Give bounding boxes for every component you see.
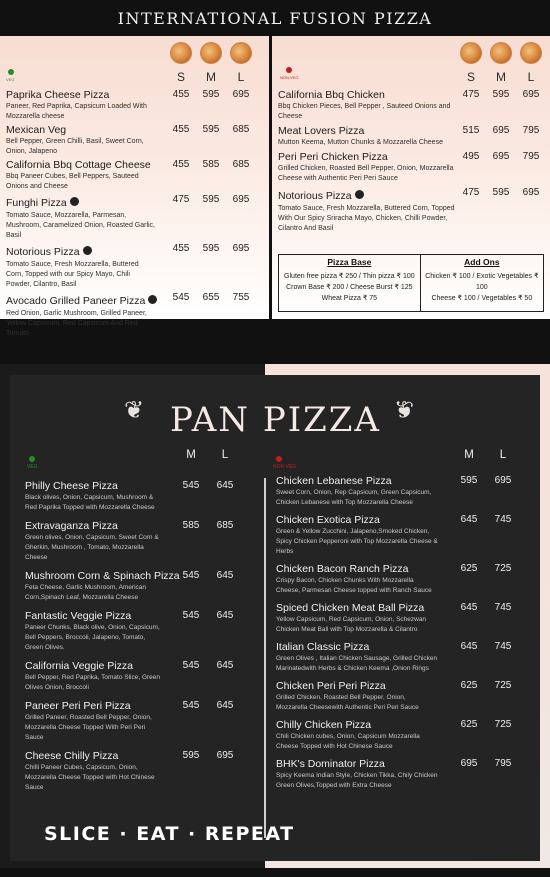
menu-item-description: Crispy Bacon, Chicken Chunks With Mozzarella Cheese, Parmesan Cheese topped with Ranch Sauce [276, 577, 432, 594]
price: 695 [522, 187, 540, 198]
menu-item-prices [456, 187, 546, 198]
menu-item-name: Philly Cheese Pizza [25, 480, 118, 492]
menu-item [276, 640, 526, 674]
pizza-size-icons [460, 42, 550, 64]
price: 695 [232, 194, 250, 205]
menu-item-description: Paneer Chunks, Black olive, Onion, Capsicum, Bell Peppers, Broccoli, Jalapeno, Tomato, Green Olives. [25, 624, 160, 651]
pan-nonveg-list [276, 474, 526, 796]
pizza-base-title: Pizza Base [327, 257, 372, 267]
menu-item-prices [456, 151, 546, 162]
menu-item-name: Mexican Veg [6, 124, 67, 136]
price: 725 [494, 680, 512, 691]
menu-item [278, 124, 544, 148]
menu-item-description: Black olives, Onion, Capsicum, Mushroom & Red Paprika Topped with Mozzarella Cheese [25, 494, 155, 511]
menu-item-description: Grilled Chicken, Roasted Bell Pepper, Onion, Mozzarella Cheesewith Authentic Peri Peri Sauce [276, 694, 419, 711]
menu-item [6, 193, 263, 241]
menu-item-prices [452, 719, 520, 730]
price: 585 [182, 520, 200, 531]
price: 695 [522, 89, 540, 100]
price: 695 [492, 151, 510, 162]
section-title-fusion: INTERNATIONAL FUSION PIZZA [117, 8, 433, 28]
section-title-pan: PAN PIZZA [170, 400, 381, 440]
menu-item-description: Grilled Paneer, Roasted Bell Pepper, Onion, Mozzarella Cheese Topped With Peri Peri Sauce [25, 714, 152, 741]
price: 625 [460, 719, 478, 730]
nonveg-dot-icon [286, 67, 292, 73]
menu-item-prices [174, 480, 242, 491]
menu-item-description: Paneer, Red Paprika, Capsicum Loaded With Mozzarella cheese [6, 103, 147, 120]
menu-item-prices [456, 125, 546, 136]
medium-pizza-icon [200, 42, 222, 64]
menu-item-name: Chicken Bacon Ranch Pizza [276, 563, 409, 575]
menu-item [6, 88, 263, 122]
price: 645 [460, 641, 478, 652]
price: 475 [462, 89, 480, 100]
menu-item-description: Grilled Chicken, Roasted Bell Pepper, Onion, Mozzarella Cheese with Authentic Peri Peri Sauce [278, 165, 454, 182]
menu-item-prices [452, 563, 520, 574]
price: 655 [202, 292, 220, 303]
price: 545 [182, 610, 200, 621]
fusion-nonveg-card [272, 36, 550, 319]
menu-item [25, 519, 263, 563]
fusion-veg-header [0, 42, 269, 86]
price: 645 [216, 480, 234, 491]
menu-item-prices [166, 292, 256, 303]
menu-item-description: Yellow Capsicum, Red Capsicum, Onion, Schezwan Chicken Meat Ball with Top Mozzarella & Cilantro [276, 616, 427, 633]
large-pizza-icon [230, 42, 252, 64]
pizza-base-column [279, 255, 420, 311]
menu-item-description: Bbq Chicken Pieces, Bell Pepper , Sauteed Onions and Cheese [278, 103, 451, 120]
menu-item [276, 757, 526, 791]
price: 795 [494, 758, 512, 769]
bestseller-badge-icon [355, 190, 364, 199]
menu-item-prices [452, 680, 520, 691]
pizza-base-line: Crown Base ₹ 200 / Cheese Burst ₹ 125 [286, 284, 413, 291]
add-ons-line: Chicken ₹ 100 / Exotic Vegetables ₹ 100 [425, 273, 539, 291]
menu-item [276, 513, 526, 557]
pan-nonveg-size-headers [452, 449, 520, 461]
size-m: M [206, 70, 216, 84]
price: 475 [172, 194, 190, 205]
fusion-veg-list [6, 88, 263, 340]
nonveg-dot-icon [276, 456, 282, 462]
price: 695 [232, 243, 250, 254]
menu-item-description: Sweet Corn, Onion, Rep Capsicum, Green Capsicum, Chicken Lebanese with Top Mozzarella Cheese [276, 489, 432, 506]
menu-item-name: California Bbq Cottage Cheese [6, 159, 151, 171]
menu-item [276, 601, 526, 635]
menu-item [25, 749, 263, 793]
menu-item-description: Chili Chicken cubes, Onion, Capsicum Mozzarella Cheese Topped with Hot Chinese Sauce [276, 733, 420, 750]
price: 545 [172, 292, 190, 303]
menu-item-name: Notorious Pizza [6, 246, 80, 258]
price: 645 [216, 700, 234, 711]
menu-item-name: Peri Peri Chicken Pizza [278, 151, 388, 163]
menu-item [25, 659, 263, 693]
menu-item-name: Cheese Chilly Pizza [25, 750, 119, 762]
menu-item [25, 609, 263, 653]
menu-item-description: Bell Pepper, Red Paprika, Tomato Slice, Green Olives Onion, Broccoli [25, 674, 161, 691]
price: 685 [232, 124, 250, 135]
add-ons-column [420, 255, 543, 311]
menu-item-name: Fantastic Veggie Pizza [25, 610, 132, 622]
price: 685 [216, 520, 234, 531]
menu-item-description: Green olives, Onion, Capsicum, Sweet Corn & Gherkin, Mushroom , Tomato, Mozzarella Cheese [25, 534, 159, 561]
menu-item-description: Tomato Sauce, Fresh Mozzarella, Buttered Corn, Topped with our Spicy Mayo, Chili Powder, Cilantro, Basil [6, 261, 139, 288]
menu-item-description: Chilli Paneer Cubes, Capsicum, Onion, Mozzarella Cheese Topped with Hot Chinese Sauce [25, 764, 155, 791]
large-pizza-icon [520, 42, 542, 64]
extras-box [278, 254, 544, 312]
price: 455 [172, 243, 190, 254]
price: 695 [460, 758, 478, 769]
menu-item [6, 123, 263, 157]
nonveg-label: NON VEG [273, 464, 297, 470]
menu-item-prices [166, 159, 256, 170]
fusion-nonveg-header [272, 42, 550, 86]
price: 645 [216, 570, 234, 581]
size-m: M [186, 449, 196, 461]
menu-item [6, 291, 263, 339]
size-headers [456, 70, 546, 84]
menu-item-prices [174, 570, 242, 581]
price: 585 [202, 159, 220, 170]
menu-item-name: BHK's Dominator Pizza [276, 758, 385, 770]
size-l: L [527, 70, 535, 84]
price: 595 [492, 89, 510, 100]
small-pizza-icon [170, 42, 192, 64]
menu-item-prices [174, 610, 242, 621]
bestseller-badge-icon [70, 197, 79, 206]
menu-item-name: Notorious Pizza [278, 190, 352, 202]
price: 745 [494, 514, 512, 525]
price: 595 [182, 750, 200, 761]
menu-item-description: Bell Pepper, Green Chilli, Basil, Sweet Corn, Onion, Jalapeno [6, 138, 144, 155]
menu-item [278, 186, 544, 234]
size-s: S [466, 70, 475, 84]
column-divider [264, 478, 266, 838]
add-ons-title: Add Ons [464, 257, 500, 267]
size-l: L [221, 449, 229, 461]
menu-item-prices [174, 750, 242, 761]
veg-label: VEG [27, 464, 38, 470]
menu-item-description: Bbq Paneer Cubes, Bell Peppers, Sauteed Onions and Cheese [6, 173, 139, 190]
menu-item-name: Spiced Chicken Meat Ball Pizza [276, 602, 425, 614]
price: 645 [216, 610, 234, 621]
pan-veg-size-headers [174, 449, 242, 461]
price: 685 [232, 159, 250, 170]
price: 595 [202, 194, 220, 205]
menu-item-name: Paneer Peri Peri Pizza [25, 700, 131, 712]
menu-item-name: Chicken Lebanese Pizza [276, 475, 392, 487]
menu-item-name: Meat Lovers Pizza [278, 125, 365, 137]
price: 645 [460, 602, 478, 613]
price: 515 [462, 125, 480, 136]
price: 545 [182, 570, 200, 581]
menu-item-description: Red Onion, Garlic Mushroom, Grilled Paneer, Yellow Capsicum, Red Capsicum And Red Tomato [6, 310, 147, 337]
menu-item-name: Chicken Exotica Pizza [276, 514, 380, 526]
leaf-doodle-icon: ❦ [124, 397, 145, 424]
small-pizza-icon [460, 42, 482, 64]
menu-item-name: California Veggie Pizza [25, 660, 133, 672]
price: 595 [492, 187, 510, 198]
menu-item-prices [174, 700, 242, 711]
menu-item [278, 88, 544, 122]
slogan: SLICE · EAT · REPEAT [44, 823, 295, 845]
price: 625 [460, 680, 478, 691]
price: 455 [172, 159, 190, 170]
veg-dot-icon [8, 69, 14, 75]
menu-item-name: Mushroom Corn & Spinach Pizza [25, 570, 180, 582]
menu-item [276, 718, 526, 752]
veg-label: VEG [6, 77, 15, 82]
menu-item-name: California Bbq Chicken [278, 89, 385, 101]
price: 725 [494, 719, 512, 730]
menu-item [25, 569, 263, 603]
top-banner [0, 0, 550, 36]
menu-item-prices [452, 475, 520, 486]
menu-item-name: Paprika Cheese Pizza [6, 89, 110, 101]
menu-item-prices [166, 89, 256, 100]
menu-item-description: Green & Yellow Zucchini, Jalapeno,Smoked Chicken, Spicy Chicken Pepperoni with Top Mozzarella Cheese & Herbs [276, 528, 438, 555]
price: 455 [172, 89, 190, 100]
menu-item-description: Spicy Keema Indian Style, Chicken Tikka, Chily Chicken Green Olives,Topped with Extra Cheese [276, 772, 438, 789]
menu-item-prices [174, 660, 242, 671]
size-m: M [496, 70, 506, 84]
price: 455 [172, 124, 190, 135]
price: 595 [460, 475, 478, 486]
price: 755 [232, 292, 250, 303]
add-ons-line: Cheese ₹ 100 / Vegetables ₹ 50 [431, 295, 533, 302]
menu-item-prices [456, 89, 546, 100]
medium-pizza-icon [490, 42, 512, 64]
menu-item-name: Avocado Grilled Paneer Pizza [6, 295, 146, 307]
fusion-veg-card [0, 36, 269, 337]
menu-item-name: Italian Classic Pizza [276, 641, 370, 653]
leaf-doodle-icon: ❦ [394, 397, 415, 424]
menu-item-name: Extravaganza Pizza [25, 520, 118, 532]
price: 745 [494, 602, 512, 613]
size-headers [166, 70, 256, 84]
price: 695 [232, 89, 250, 100]
menu-item-prices [166, 243, 256, 254]
fusion-nonveg-list [278, 88, 544, 236]
veg-dot-icon [29, 456, 35, 462]
menu-item [276, 562, 526, 596]
nonveg-label: NON VEG [280, 75, 299, 80]
menu-item [6, 242, 263, 290]
menu-item-description: Green Olives , Italian Chicken Sausage, Grilled Chicken Marinatedwith Herbs & Chicken Keema ,Onion Rings [276, 655, 438, 672]
menu-item [276, 474, 526, 508]
menu-item-prices [452, 514, 520, 525]
price: 725 [494, 563, 512, 574]
menu-item-description: Tomato Sauce, Fresh Mozzarella, Buttered Corn, Topped With Our Spicy Sriracha Mayo, Chicken, Chilli Powder, Cilantro And Basil [278, 205, 455, 232]
price: 795 [522, 125, 540, 136]
price: 595 [202, 89, 220, 100]
price: 695 [494, 475, 512, 486]
menu-item-prices [452, 602, 520, 613]
price: 745 [494, 641, 512, 652]
price: 795 [522, 151, 540, 162]
bestseller-badge-icon [148, 295, 157, 304]
menu-item-name: Chilly Chicken Pizza [276, 719, 372, 731]
price: 545 [182, 660, 200, 671]
menu-item-name: Funghi Pizza [6, 197, 67, 209]
size-s: S [176, 70, 185, 84]
pan-veg-list [25, 479, 263, 799]
pizza-base-line: Wheat Pizza ₹ 75 [321, 295, 378, 302]
size-l: L [237, 70, 245, 84]
menu-item-prices [166, 124, 256, 135]
price: 595 [202, 243, 220, 254]
pizza-size-icons [170, 42, 260, 64]
price: 545 [182, 700, 200, 711]
size-m: M [464, 449, 474, 461]
price: 645 [460, 514, 478, 525]
menu-item [25, 479, 263, 513]
price: 545 [182, 480, 200, 491]
price: 495 [462, 151, 480, 162]
bestseller-badge-icon [83, 246, 92, 255]
menu-item-prices [166, 194, 256, 205]
menu-item-prices [452, 758, 520, 769]
menu-item-description: Tomato Sauce, Mozzarella, Parmesan, Mushroom, Caramelized Onion, Roasted Garlic, Basil [6, 212, 156, 239]
menu-item-name: Chicken Peri Peri Pizza [276, 680, 386, 692]
menu-item [6, 158, 263, 192]
price: 645 [216, 660, 234, 671]
price: 595 [202, 124, 220, 135]
menu-item [276, 679, 526, 713]
menu-item-prices [174, 520, 242, 531]
menu-item [25, 699, 263, 743]
price: 695 [492, 125, 510, 136]
price: 695 [216, 750, 234, 761]
size-l: L [499, 449, 507, 461]
price: 475 [462, 187, 480, 198]
menu-item [278, 150, 544, 184]
menu-item-description: Mutton Keema, Mutton Chunks & Mozzarella Cheese [278, 139, 443, 146]
menu-item-description: Feta Cheese, Garlic Mushroom, American Corn,Spinach Leaf, Mozzarella Cheese [25, 584, 147, 601]
pizza-base-line: Gluten free pizza ₹ 250 / Thin pizza ₹ 100 [284, 273, 415, 280]
menu-item-prices [452, 641, 520, 652]
price: 625 [460, 563, 478, 574]
